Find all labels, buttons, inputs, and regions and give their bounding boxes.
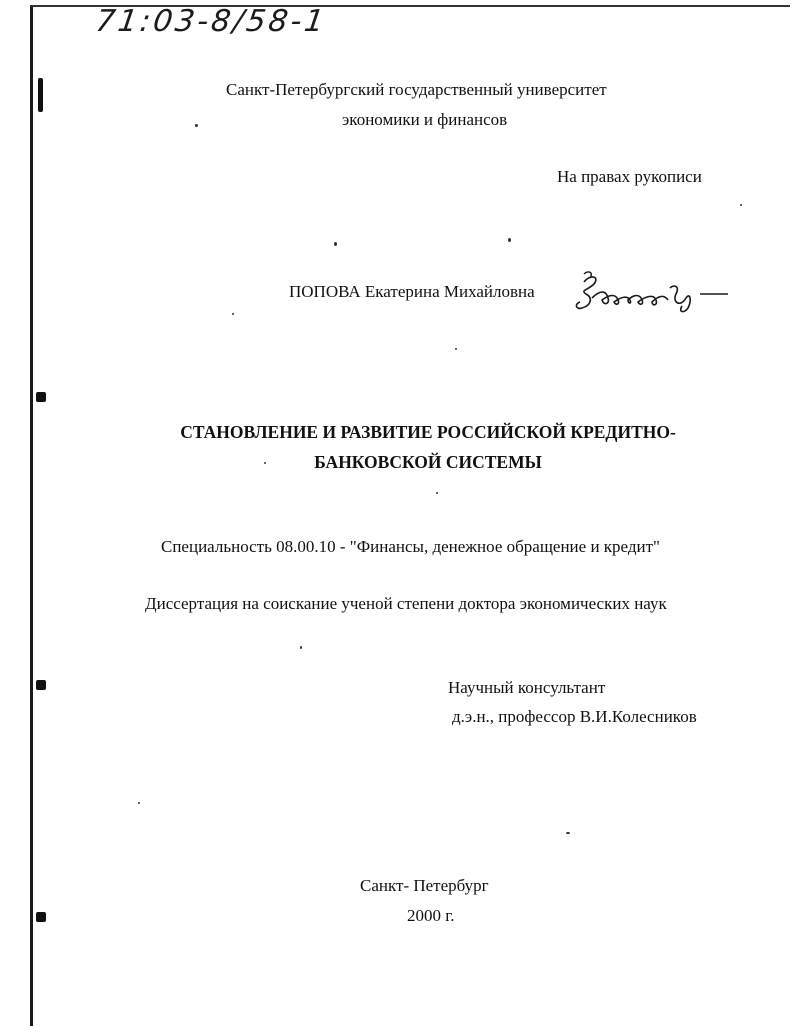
scan-speck	[334, 242, 337, 246]
binding-mark	[38, 78, 43, 112]
scan-speck	[455, 348, 457, 350]
archive-code: 71:03-8/58-1	[93, 4, 330, 39]
signature-icon	[570, 268, 740, 318]
rights-note: На правах рукописи	[557, 167, 702, 186]
scan-speck	[264, 462, 266, 464]
scan-speck	[566, 832, 570, 834]
scan-left-border	[30, 6, 33, 1026]
scan-speck	[195, 124, 198, 127]
city: Санкт- Петербург	[360, 876, 489, 895]
university-name-cont: экономики и финансов	[342, 110, 508, 129]
year: 2000 г.	[407, 906, 455, 925]
binding-mark	[36, 912, 46, 922]
dissertation-degree: Диссертация на соискание ученой степени доктора экономических наук	[145, 594, 667, 613]
advisor-label: Научный консультант	[448, 678, 606, 697]
university-name: Санкт-Петербургский государственный университет	[226, 80, 607, 99]
scan-speck	[300, 646, 302, 649]
scan-speck	[740, 204, 742, 206]
binding-mark	[36, 392, 46, 402]
scan-speck	[232, 313, 234, 315]
scan-speck	[138, 802, 140, 804]
advisor-name: д.э.н., профессор В.И.Колесников	[452, 707, 697, 726]
author-name: ПОПОВА Екатерина Михайловна	[289, 282, 535, 301]
binding-mark	[36, 680, 46, 690]
scan-speck	[436, 492, 438, 494]
dissertation-title-line1: СТАНОВЛЕНИЕ И РАЗВИТИЕ РОССИЙСКОЙ КРЕДИТНО-	[180, 422, 676, 442]
dissertation-title-line2: БАНКОВСКОЙ СИСТЕМЫ	[314, 452, 542, 472]
scan-speck	[508, 238, 511, 242]
specialty: Специальность 08.00.10 - "Финансы, денежное обращение и кредит"	[161, 537, 660, 556]
